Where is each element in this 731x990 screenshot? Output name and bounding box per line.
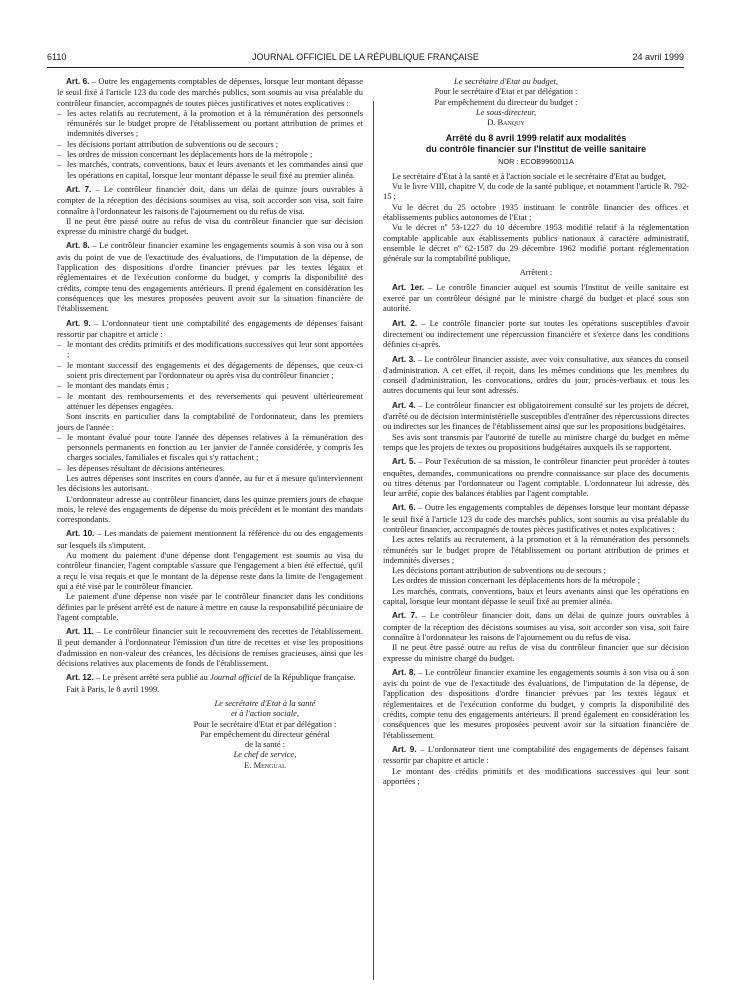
article-12: Art. 12. – Le présent arrêté sera publié au Journal officiel de la République française. xyxy=(66,672,356,683)
list-item: – les dépenses résultant de décisions antérieures. xyxy=(57,462,225,473)
list-item: – le montant des mandats émis ; xyxy=(57,380,169,391)
list-item: – le montant des crédits primitifs et des modifications successives qui leur sont apportées ; xyxy=(57,339,363,360)
column-divider xyxy=(373,101,374,980)
paragraph: Sont inscrits en particulier dans la comptabilité de l'ordonnateur, dans les premiers jours de l'année : xyxy=(57,411,363,432)
paragraph: L'ordonnateur adresse au contrôleur financier, dans les quinze premiers jours de chaque mois, le relevé des engagements de dépense du mois précédent et le montant des mandats correspondants. xyxy=(57,493,363,525)
right-column xyxy=(383,76,689,786)
issue-date: 24 avril 1999 xyxy=(632,52,684,62)
article-7-right: Art. 7. – Le contrôleur financier doit, dans un délai de quinze jours ouvrables à compter de la réception des décisions soumises au visa, soit accorder son visa, soit faire connaître à l'ordonnateur les raisons de l'ajournement ou du refus de visa. xyxy=(383,610,690,642)
article-8-right: Art. 8. – Le contrôleur financier examine les engagements soumis à son visa ou à son avis du point de vue de l'exactitude des évaluations, de l'imputation de la dépense, de l'application des dispositions d'ordre financier prévues par les textes légaux et réglementaires et de l'exécution conforme du budget, y compris la disponibilité des crédits, compte tenu des engagements antérieurs. Il prend également en considération les conséquences que les mesures proposées peuvent avoir sur la situation financière de l'établissement. xyxy=(383,666,689,740)
signature-block-health: Le secrétaire d'Etat à la santé et à l'action sociale, Pour le secrétaire d'Etat et par délégation : Par empêchement du directeur général de la santé : Le chef de service, E. Mengual xyxy=(193,697,337,770)
paragraph: Vu le décret nº 53-1227 du 10 décembre 1953 modifié relatif à la réglementation comptable applicable aux établissements publics nationaux à caractère administratif, ensemble le décret nº 62-1587 du 29 décembre 1962 modifié portant réglementation générale sur la comptabilité publique, xyxy=(383,222,689,264)
article-5: Art. 5. – Pour l'exécution de sa mission, le contrôleur financier peut procéder à toutes enquêtes, demandes, communications ou prendre connaissance sur place des documents ou titres détenus par l'ordonnateur ou l'agent comptable. L'ordonnateur lui adresse, dès leur arrêté, copie des balances établies par l'agent comptable. xyxy=(383,456,690,499)
article-4: Art. 4. – Le contrôleur financier est obligatoirement consulté sur les projets de décret, d'arrêté ou de décision interministérielle susceptibles d'entraîner des répercussions directes ou indirectes sur les finances de l'établissement ainsi que sur les propositions budgétaires. xyxy=(383,399,689,432)
list-item: – le montant des remboursements et des reversements qui peuvent ultérieurement atténuer les dépenses engagées. xyxy=(57,390,363,411)
article-7: Art. 7. – Le contrôleur financier doit, dans un délai de quinze jours ouvrables à compter de la réception des décisions soumises au visa, soit accorder son visa, soit faire connaître à l'ordonnateur les raisons de l'ajournement ou du refus de visa. xyxy=(57,183,364,216)
left-column xyxy=(57,76,363,770)
paragraph: Les marchés, contrats, conventions, baux et leurs avenants ainsi que les opérations en capital, lorsque leur montant dépasse le seuil fixé au premier alinéa. xyxy=(383,585,689,607)
article-2: Art. 2. – Le contrôle financier porte sur toutes les opérations susceptibles d'avoir directement ou indirectement une répercussion financière et s'exerce dans les conditions définies ci-après. xyxy=(383,317,690,350)
article-9-list xyxy=(57,339,363,411)
paragraph: Ses avis sont transmis par l'autorité de tutelle au ministre chargé du budget en même temps que les projets de textes ou propositions budgétaires auxquels ils se rapportent. xyxy=(383,431,689,452)
article-6: Art. 6. – Outre les engagements comptables de dépenses, lorsque leur montant dépasse le seuil fixé à l'article 123 du code des marchés publics, sont soumis au visa préalable du contrôleur financier, accompagnés de toutes pièces justificatives et notes explicatives : xyxy=(57,76,363,108)
paragraph: Les ordres de mission concernant les déplacements hors de la métropole ; xyxy=(392,575,641,586)
article-8: Art. 8. – Le contrôleur financier examine les engagements soumis à son visa ou à son avis du point de vue de l'exactitude des évaluations, de l'imputation de la dépense, de l'application des dispositions d'ordre financier prévues par les textes légaux et réglementaires et de l'exécution conforme du budget, y compris la disponibilité des crédits, compte tenu des engagements antérieurs. Il prend également en considération les conséquences que les mesures proposées peuvent avoir sur la situation financière de l'établissement. xyxy=(57,240,363,314)
paragraph: Il ne peut être passé outre au refus de visa du contrôleur financier que sur décision expresse du ministre chargé du budget. xyxy=(57,215,363,237)
paragraph: Le paiement d'une dépense non visée par le contrôleur financier dans les conditions définies par le présent arrêté est de nature à mettre en cause la responsabilité pécuniaire de l'agent comptable. xyxy=(57,591,363,622)
page-number: 6110 xyxy=(47,52,67,62)
list-item: – les actes relatifs au recrutement, à la promotion et à la rémunération des personnels rémunérés sur le budget propre de l'établissement ou portant attribution de primes et indemnités diverses ; xyxy=(57,107,363,139)
paragraph: Il ne peut être passé outre au refus de visa du contrôleur financier que sur décision expresse du ministre chargé du budget. xyxy=(383,642,689,663)
article-10: Art. 10. – Les mandats de paiement mentionnent la référence du ou des engagements sur lesquels ils s'imputent. xyxy=(57,528,364,550)
list-item: – les décisions portant attribution de subventions ou de secours ; xyxy=(57,138,279,149)
article-9-right: Art. 9. – L'ordonnateur tient une comptabilité des engagements de dépenses faisant ressortir par chapitre et article : xyxy=(383,743,689,766)
done-at: Fait à Paris, le 8 avril 1999. xyxy=(66,683,160,694)
nor-reference: NOR : ECOB9960011A xyxy=(498,157,574,167)
list-item: – les marchés, contrats, conventions, baux et leurs avenants et les commandes ainsi que les opérations en capital, lorsque leur montant dépasse le seuil fixé au premier alinéa. xyxy=(57,159,363,180)
list-item: – les ordres de mission concernant les déplacements hors de la métropole ; xyxy=(57,149,313,160)
article-6-right: Art. 6. – Outre les engagements comptables de dépenses lorsque leur montant dépasse le seuil fixé à l'article 123 du code des marchés publics, sont soumis au visa préalable du contrôleur financier, accompagnés de toutes pièces justificatives et notes explicatives : xyxy=(383,502,689,534)
paragraph: Vu le décret du 25 octobre 1935 instituant le contrôle financier des offices et établissements publics autonomes de l'Etat ; xyxy=(383,201,689,222)
article-9-list-2 xyxy=(57,432,363,473)
article-9: Art. 9. – L'ordonnateur tient une comptabilité des engagements de dépenses faisant ressortir par chapitre et article : xyxy=(57,317,363,339)
article-11: Art. 11. – Le contrôleur financier suit le recouvrement des recettes de l'établissement. Il peut demander à l'ordonnateur l'émission d'un titre de recettes et vise les propositions d'admission en non-valeur des créances, les décisions de remises gracieuses, ainsi que les décisions relatives aux placements de fonds de l'établissement. xyxy=(57,626,363,669)
paragraph: Le montant des crédits primitifs et des modifications successives qui leur sont apportées ; xyxy=(383,765,689,786)
article-1: Art. 1er. – Le contrôle financier auquel est soumis l'Institut de veille sanitaire est exercé par un contrôleur désigné par le ministre chargé du budget et placé sous son autorité. xyxy=(383,281,689,314)
header-rule xyxy=(47,67,684,68)
signature-block-budget: Le secrétaire d'Etat au budget, Pour le secrétaire d'Etat et par délégation : Par empêchement du directeur du budget : Le sous-directeur, D. Banquy xyxy=(434,76,578,128)
paragraph: Les actes relatifs au recrutement, à la promotion et à la rémunération des personnels rémunérés sur le budget propre de l'établissement ou portant attribution de primes et indemnités diverses ; xyxy=(383,534,689,565)
paragraph: Le secrétaire d'Etat à la santé et à l'action sociale et le secrétaire d'Etat au budget, xyxy=(392,170,666,181)
list-item: – le montant évalué pour toute l'année des dépenses relatives à la rémunération des personnels permanents en fonction au 1er janvier de l'année considérée, y compris les charges sociales, familiales et fiscales qui s'y rattachent ; xyxy=(57,431,363,463)
decree-title: Arrêté du 8 avril 1999 relatif aux modalités du contrôle financier sur l'Institut de veille sanitaire xyxy=(425,133,647,154)
paragraph: Les autres dépenses sont inscrites en cours d'année, au fur et à mesure qu'interviennent les décisions les autorisant. xyxy=(57,472,363,494)
paragraph: Vu le livre VIII, chapitre V, du code de la santé publique, et notamment l'article R. 792-15 ; xyxy=(383,181,689,202)
article-6-list xyxy=(57,108,363,180)
arretent: Arrêtent : xyxy=(519,267,553,278)
journal-title: JOURNAL OFFICIEL DE LA RÉPUBLIQUE FRANÇAISE xyxy=(252,52,479,62)
page-header xyxy=(47,52,684,66)
list-item: – le montant successif des engagements et des dégagements de dépenses, que ceux-ci soient pris directement par l'ordonnateur ou après visa du contrôleur financier ; xyxy=(57,359,363,381)
paragraph: Les décisions portant attribution de subventions ou de secours ; xyxy=(392,565,606,576)
paragraph: Au moment du paiement d'une dépense dont l'engagement est soumis au visa du contrôleur financier, l'agent comptable s'assure que l'engagement a bien été effectué, qu'il a reçu le visa requis et que le montant de la dépense reste dans la limite de l'engagement qui a été visé par le contrôleur financier. xyxy=(57,550,363,591)
article-3: Art. 3. – Le contrôleur financier assiste, avec voix consultative, aux séances du conseil d'administration. A cet effet, il reçoit, dans les mêmes conditions que les membres du conseil d'administration, les convocations, ordres du jour, procès-verbaux et tous les autres documents qui leur sont adressés. xyxy=(383,353,689,396)
